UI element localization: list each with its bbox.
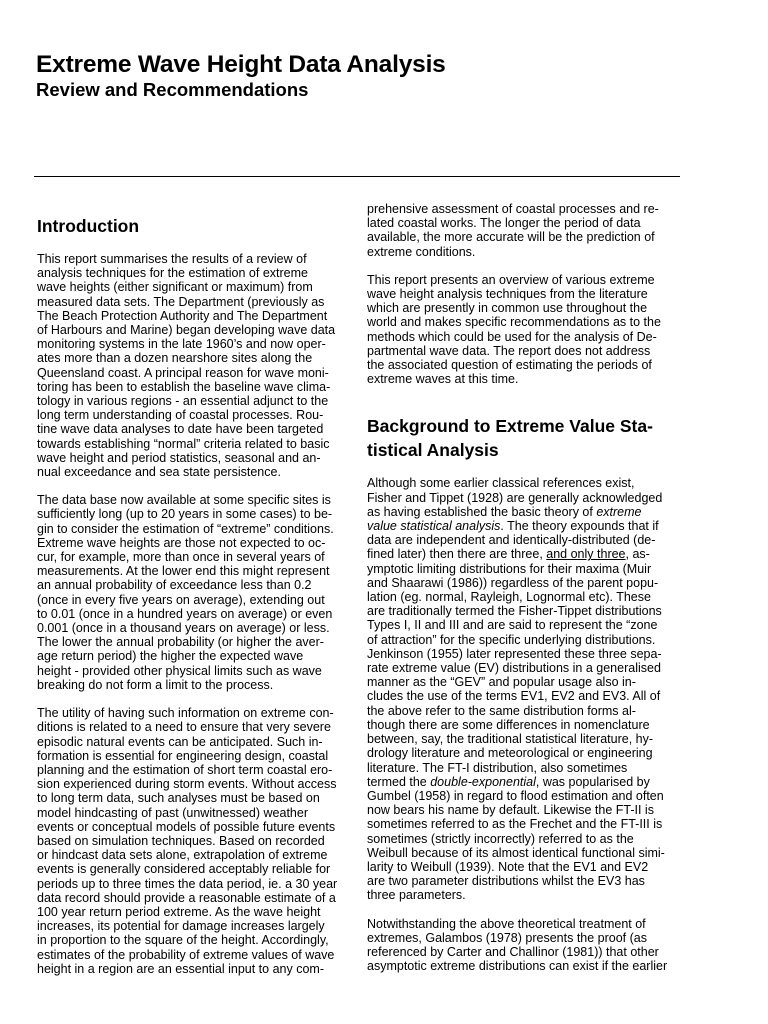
text-line: of attraction” for the specific underlying distributions. [367,632,656,647]
text-run: as having established the basic theory of [367,504,597,519]
text-line: events is generally considered acceptably reliable for [37,862,331,877]
text-line: are traditionally termed the Fisher-Tippet distributions [367,604,662,619]
text-line: Extreme wave heights are those not expected to oc- [37,535,326,550]
text-line: which are presently in common use throughout the [367,301,648,316]
text-line: available, the more accurate will be the prediction of [367,230,655,245]
text-line: cur, for example, more than once in several years of [37,550,325,565]
overview-paragraph [367,273,685,387]
text-line: data record should provide a reasonable estimate of a [37,890,336,905]
text-line: This report presents an overview of various extreme [367,272,655,287]
text-line: towards establishing “normal” criteria related to basic [37,436,330,451]
text-line: gin to consider the estimation of “extreme” conditions. [37,521,334,536]
text-line: drology literature and meteorological or engineering [367,746,653,761]
notwithstanding-paragraph [367,917,685,974]
text-line: model hindcasting of past (unwitnessed) weather [37,805,308,820]
text-line: partmental wave data. The report does not address [367,343,651,358]
text-line: sufficiently long (up to 20 years in some cases) to be- [37,507,333,522]
text-line: formation is essential for engineering design, coastal [37,748,329,763]
text-line: toring has been to establish the baseline wave clima- [37,379,331,394]
text-line: asymptotic extreme distributions can exist if the earlier [367,959,668,974]
emphasis-text: value statistical analysis [367,519,501,534]
text-line: periods up to three times the data period, ie. a 30 year [37,876,338,891]
text-line: (once in every five years on average), extending out [37,592,325,607]
text-line: The utility of having such information on extreme con- [37,706,334,721]
text-line: lated coastal works. The longer the period of data [367,216,641,231]
text-line: are two parameter distributions whilst the EV3 has [367,874,645,889]
text-line: episodic natural events can be anticipated. Such in- [37,734,323,749]
text-run: . The theory expounds that if [500,519,659,534]
text-line: 0.001 (once in a thousand years on average) or less. [37,621,330,636]
text-line: height - provided other physical limits such as wave [37,663,322,678]
text-line: This report summarises the results of a review of [37,252,307,266]
text-line: analysis techniques for the estimation of extreme [37,266,308,281]
text-line: Fisher and Tippet (1928) are generally acknowledged [367,490,663,505]
emphasis-text: extreme [596,504,642,519]
emphasis-text: double-exponential [430,774,536,789]
intro-paragraph-1 [37,252,355,479]
text-line: age return period) the higher the expected wave [37,649,304,664]
text-line: The data base now available at some specific sites is [37,493,331,508]
document-title: Extreme Wave Height Data Analysis [36,51,446,78]
text-line: between, say, the traditional statistical literature, hy- [367,732,654,747]
text-line: referenced by Carter and Challinor (1981)) that other [367,944,659,959]
text-line: The Beach Protection Authority and The Department [37,308,328,323]
text-line [367,547,685,561]
text-line: to 0.01 (once in a hundred years on average) or even [37,606,333,621]
intro-paragraph-2 [37,493,355,692]
text-line [367,505,685,519]
text-line: wave height analysis techniques from the literature [367,287,648,302]
text-line: Jenkinson (1955) later represented these three sepa- [367,646,662,661]
background-heading [367,414,685,462]
text-line: prehensive assessment of coastal processes and re- [367,202,659,216]
text-line: extreme conditions. [367,244,476,259]
text-line: Gumbel (1958) in regard to flood estimation and often [367,788,664,803]
text-line: events or conceptual models of possible future events [37,819,336,834]
text-line: methods which could be used for the analysis of De- [367,329,657,344]
text-line: based on simulation techniques. Based on recorded [37,833,325,848]
text-line: Queensland coast. A principal reason for wave moni- [37,365,329,380]
text-line: increases, its potential for damage increases largely [37,919,325,934]
text-line: in proportion to the square of the height. Accordingly, [37,933,329,948]
text-line: The lower the annual probability (or higher the aver- [37,635,324,650]
text-run: fined later) then there are three, [367,547,547,562]
text-line: or hindcast data sets alone, extrapolation of extreme [37,848,328,863]
text-line: breaking do not form a limit to the process. [37,677,274,692]
text-line: planning and the estimation of short term coastal ero- [37,762,333,777]
text-line: Types I, II and III and are said to represent the “zone [367,618,658,633]
text-line: data are independent and identically-distributed (de- [367,533,656,548]
text-run: , as- [625,547,650,562]
text-line: ates more than a dozen nearshore sites along the [37,351,313,366]
text-line: long term understanding of coastal processes. Rou- [37,408,324,423]
text-line: sometimes (strictly incorrectly) referred to as the [367,831,634,846]
text-line: monitoring systems in the late 1960’s and now oper- [37,337,326,352]
text-line: Although some earlier classical references exist, [367,476,635,491]
text-line: to long term data, such analyses must be based on [37,791,320,806]
text-run: termed the [367,774,431,789]
introduction-heading: Introduction [37,216,140,236]
text-line [367,775,685,789]
text-line: 100 year return period extreme. As the wave height [37,904,321,919]
text-line: estimates of the probability of extreme values of wave [37,947,335,962]
right-column [367,202,685,987]
text-line [367,519,685,533]
text-line: the above refer to the same distribution forms al- [367,703,636,718]
background-paragraph [367,476,685,902]
text-run: , was popularised by [535,774,650,789]
text-line: tology in various regions - an essential adjunct to the [37,394,329,409]
text-line: sometimes referred to as the Frechet and the FT-III is [367,817,663,832]
background-heading-line-2: tistical Analysis [367,440,499,461]
text-line: world and makes specific recommendations as to the [367,315,661,330]
text-line: ditions is related to a need to ensure that very severe [37,720,331,735]
document-subtitle: Review and Recommendations [36,79,309,100]
text-line: tine wave data analyses to date have been targeted [37,422,324,437]
text-line: and Shaarawi (1986)) regardless of the parent popu- [367,575,659,590]
background-heading-line-1: Background to Extreme Value Sta- [367,416,653,437]
text-line: manner as the “GEV” and popular usage also in- [367,675,636,690]
text-line: now bears his name by default. Likewise the FT-II is [367,803,654,818]
header-divider [34,176,680,177]
text-line: ymptotic limiting distributions for their maxima (Muir [367,561,652,576]
text-line: measured data sets. The Department (previously as [37,294,325,309]
text-line: nual exceedance and sea state persistence. [37,465,281,480]
text-line: larity to Weibull (1939). Note that the EV1 and EV2 [367,859,649,874]
text-line: cludes the use of the terms EV1, EV2 and EV3. All of [367,689,661,704]
text-line: Notwithstanding the above theoretical treatment of [367,916,646,931]
text-line: literature. The FT-I distribution, also sometimes [367,760,628,775]
text-line: measurements. At the lower end this might represent [37,564,330,579]
text-line: height in a region are an essential input to any com- [37,961,324,976]
text-line: extreme waves at this time. [367,372,519,387]
text-line: of Harbours and Marine) began developing wave data [37,323,336,338]
text-line: extremes, Galambos (1978) presents the proof (as [367,930,647,945]
text-line: lation (eg. normal, Rayleigh, Lognormal etc). These [367,590,651,605]
intro-paragraph-3 [37,706,355,976]
text-line: Weibull because of its almost identical functional simi- [367,845,665,860]
text-line: wave heights (either significant or maximum) from [37,280,313,295]
text-line: three parameters. [367,888,466,903]
text-line: sion experienced during storm events. Without access [37,777,337,792]
text-line: rate extreme value (EV) distributions in a generalised [367,661,661,676]
left-column [37,214,355,990]
text-line: the associated question of estimating the periods of [367,358,652,373]
text-line: an annual probability of exceedance less than 0.2 [37,578,312,593]
text-line: though there are some differences in nomenclature [367,717,650,732]
text-line: wave height and period statistics, seasonal and an- [37,450,321,465]
continued-paragraph [367,202,685,259]
underlined-text: and only three [546,547,626,562]
